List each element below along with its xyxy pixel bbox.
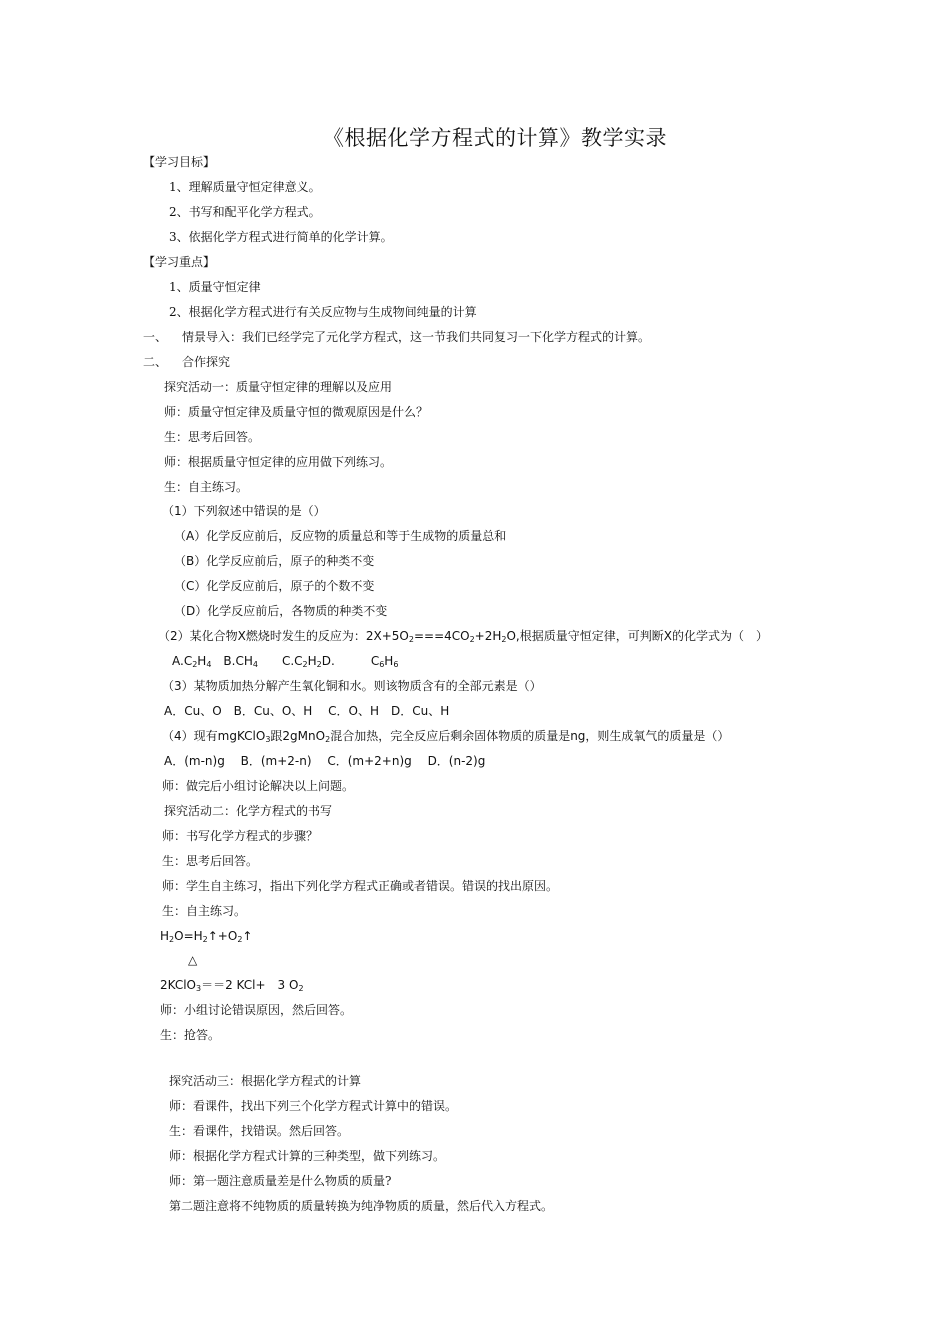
dialogue-line: 师：小组讨论错误原因，然后回答。 xyxy=(160,1003,353,1017)
dialogue-line: 师：第一题注意质量差是什么物质的质量? xyxy=(169,1174,392,1188)
question-3-options: A．Cu、O B．Cu、O、H C．O、H D．Cu、H xyxy=(164,704,450,718)
dialogue-line: 师：根据质量守恒定律的应用做下列练习。 xyxy=(164,455,393,469)
dialogue-line: 师：看课件，找出下列三个化学方程式计算中的错误。 xyxy=(169,1099,458,1113)
question-4-options: A．(m-n)g B．(m+2-n) C．(m+2+n)g D．(n-2)g xyxy=(164,754,486,768)
dialogue-line: 师：根据化学方程式计算的三种类型，做下列练习。 xyxy=(169,1149,446,1163)
activity-title: 探究活动三：根据化学方程式的计算 xyxy=(169,1074,362,1088)
dialogue-line: 生：看课件，找错误。然后回答。 xyxy=(169,1124,350,1138)
dialogue-line: 生：抢答。 xyxy=(160,1028,221,1042)
goal-item: 2、书写和配平化学方程式。 xyxy=(169,205,321,219)
activity-title: 探究活动一：质量守恒定律的理解以及应用 xyxy=(164,380,393,394)
question-3: （3）某物质加热分解产生氧化铜和水。则该物质含有的全部元素是（） xyxy=(162,679,542,693)
focus-item: 1、质量守恒定律 xyxy=(169,280,261,294)
dialogue-line: 师：书写化学方程式的步骤？ xyxy=(162,829,319,843)
question-option: （A）化学反应前后，反应物的质量总和等于生成物的质量总和 xyxy=(174,529,507,543)
question-4: （4）现有mgKClO$_3$跟2gMnO$_2$混合加热，完全反应后剩余固体物质的质量是ng，则生成氧气的质量是（） xyxy=(162,729,730,744)
goal-item: 3、依据化学方程式进行简单的化学计算。 xyxy=(169,230,393,244)
dialogue-line: 生：自主练习。 xyxy=(162,904,247,918)
dialogue-line: 生：自主练习。 xyxy=(164,480,249,494)
question-option: （D）化学反应前后，各物质的种类不变 xyxy=(174,604,388,618)
goal-item: 1、理解质量守恒定律意义。 xyxy=(169,180,321,194)
focus-heading: 【学习重点】 xyxy=(143,255,216,269)
question-2: （2）某化合物X燃烧时发生的反应为：$2X+5O_2===4CO_2+2H_2O$,根据质量守恒定律，可判断X的化学式为（ ） xyxy=(158,629,768,644)
equation-1: $H_2O=H_2↑+O_2↑$ xyxy=(160,929,253,944)
dialogue-line: 生：思考后回答。 xyxy=(162,854,259,868)
activity-title: 探究活动二：化学方程式的书写 xyxy=(164,804,333,818)
page-title: 《根据化学方程式的计算》教学实录 xyxy=(323,126,667,150)
section-text: 情景导入：我们已经学完了元化学方程式，这一节我们共同复习一下化学方程式的计算。 xyxy=(182,330,651,344)
section-number: 二、 xyxy=(143,355,168,369)
question-1: （1）下列叙述中错误的是（） xyxy=(162,504,326,518)
question-2-options: $A.C_2H_4$ $B.CH_4$ $C.C_2H_2D$. $C_6H_6$ xyxy=(172,654,399,669)
dialogue-line: 师：质量守恒定律及质量守恒的微观原因是什么？ xyxy=(164,405,429,419)
question-option: （C）化学反应前后，原子的个数不变 xyxy=(174,579,375,593)
section-text: 合作探究 xyxy=(182,355,231,369)
dialogue-line: 师：做完后小组讨论解决以上问题。 xyxy=(162,779,355,793)
dialogue-line: 第二题注意将不纯物质的质量转换为纯净物质的质量，然后代入方程式。 xyxy=(169,1199,554,1213)
question-option: （B）化学反应前后，原子的种类不变 xyxy=(174,554,375,568)
dialogue-line: 生：思考后回答。 xyxy=(164,430,261,444)
dialogue-line: 师：学生自主练习，指出下列化学方程式正确或者错误。错误的找出原因。 xyxy=(162,879,559,893)
goals-heading: 【学习目标】 xyxy=(143,155,216,169)
focus-item: 2、根据化学方程式进行有关反应物与生成物间纯量的计算 xyxy=(169,305,477,319)
section-number: 一、 xyxy=(143,330,168,344)
equation-2: 2KClO$_3$＝＝2 KCl+ 3 $O_2$ xyxy=(160,978,304,993)
heat-triangle-icon: △ xyxy=(188,953,198,967)
